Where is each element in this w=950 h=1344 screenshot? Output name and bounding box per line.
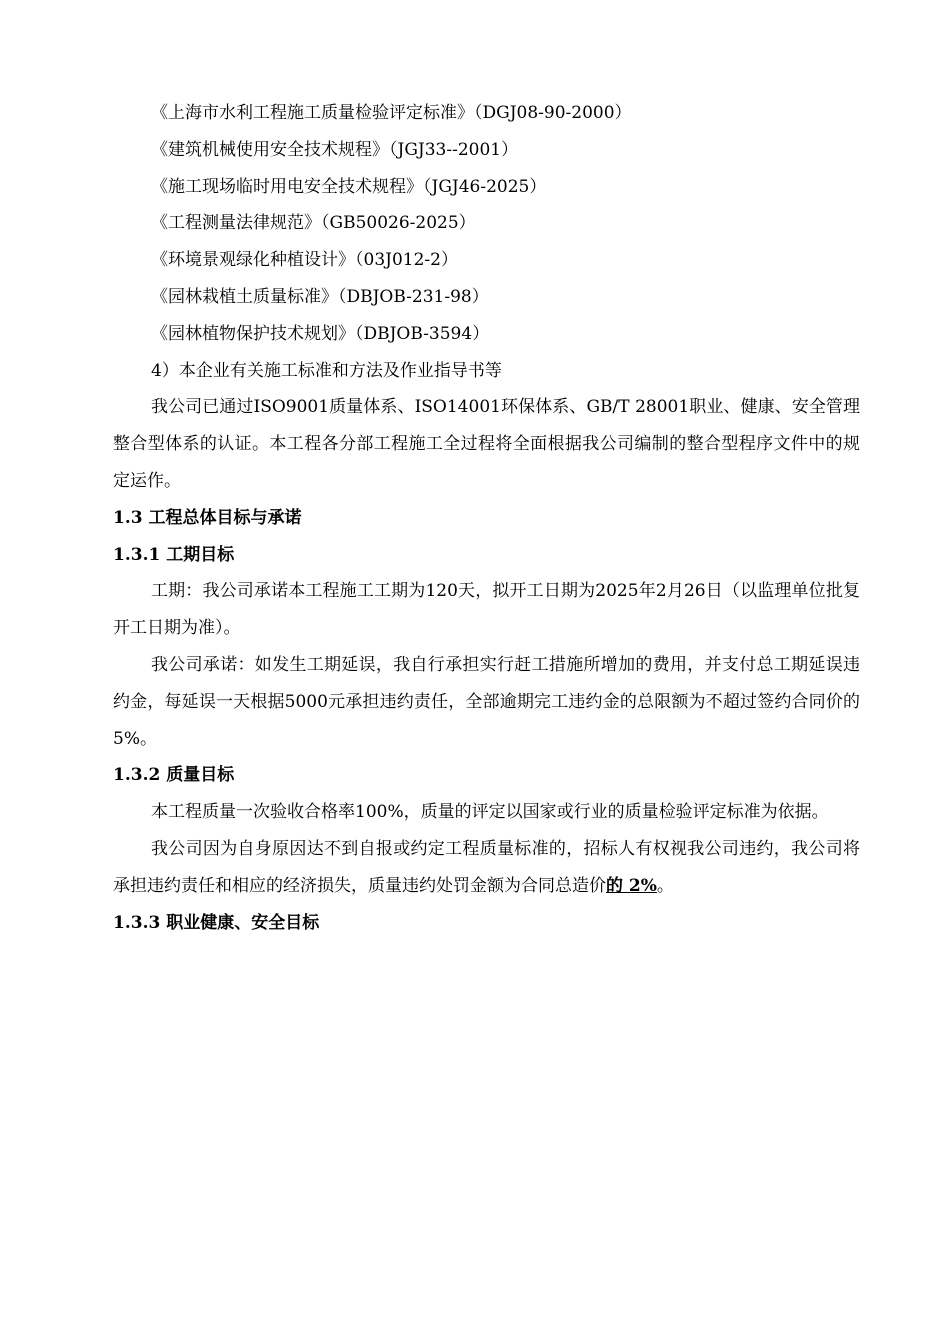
certification-paragraph: 我公司已通过ISO9001质量体系、ISO14001环保体系、GB/T 28001职业、健康、安全管理整合型体系的认证。本工程各分部工程施工全过程将全面根据我公司编制的整合型程序文件中的规定运作。 — [113, 397, 860, 491]
quality-rate-paragraph: 本工程质量一次验收合格率100%，质量的评定以国家或行业的质量检验评定标准为依据。 — [151, 802, 829, 823]
standard-item-1: 《上海市水利工程施工质量检验评定标准》（DGJ08-90-2000） — [151, 103, 632, 123]
section-heading-1-3-3: 1.3.3 职业健康、安全目标 — [113, 912, 320, 933]
standard-item-4: 《工程测量法律规范》（GB50026-2025） — [151, 213, 476, 234]
section-heading-1-3-2: 1.3.2 质量目标 — [113, 765, 235, 786]
penalty-rate-emphasis: 的 2% — [606, 875, 657, 896]
schedule-paragraph: 工期：我公司承诺本工程施工工期为120天，拟开工日期为2025年2月26日（以监理单位批复开工日期为准）。 — [113, 581, 860, 639]
standard-item-6: 《园林栽植土质量标准》（DBJOB-231-98） — [151, 286, 489, 307]
quality-penalty-text: 我公司因为自身原因达不到自报或约定工程质量标准的，招标人有权视我公司违约，我公司将承担违约责任和相应的经济损失，质量违约处罚金额为合同总造价 — [113, 838, 860, 896]
enterprise-standards-item: 4）本企业有关施工标准和方法及作业指导书等 — [151, 360, 502, 381]
quality-penalty-paragraph — [113, 831, 860, 905]
page-content — [113, 95, 860, 941]
quality-penalty-end: 。 — [656, 875, 674, 896]
delay-commitment-paragraph: 我公司承诺：如发生工期延误，我自行承担实行赶工措施所增加的费用，并支付总工期延误违约金，每延误一天根据5000元承担违约责任，全部逾期完工违约金的总限额为不超过签约合同价的5%。 — [113, 654, 860, 749]
section-heading-1-3: 1.3 工程总体目标与承诺 — [113, 507, 302, 528]
standard-item-7: 《园林植物保护技术规划》（DBJOB-3594） — [151, 323, 490, 344]
standard-item-5: 《环境景观绿化种植设计》（03J012-2） — [151, 250, 458, 271]
standard-item-3: 《施工现场临时用电安全技术规程》（JGJ46-2025） — [151, 176, 547, 197]
section-heading-1-3-1: 1.3.1 工期目标 — [113, 544, 235, 565]
standard-item-2: 《建筑机械使用安全技术规程》（JGJ33--2001） — [151, 139, 519, 160]
